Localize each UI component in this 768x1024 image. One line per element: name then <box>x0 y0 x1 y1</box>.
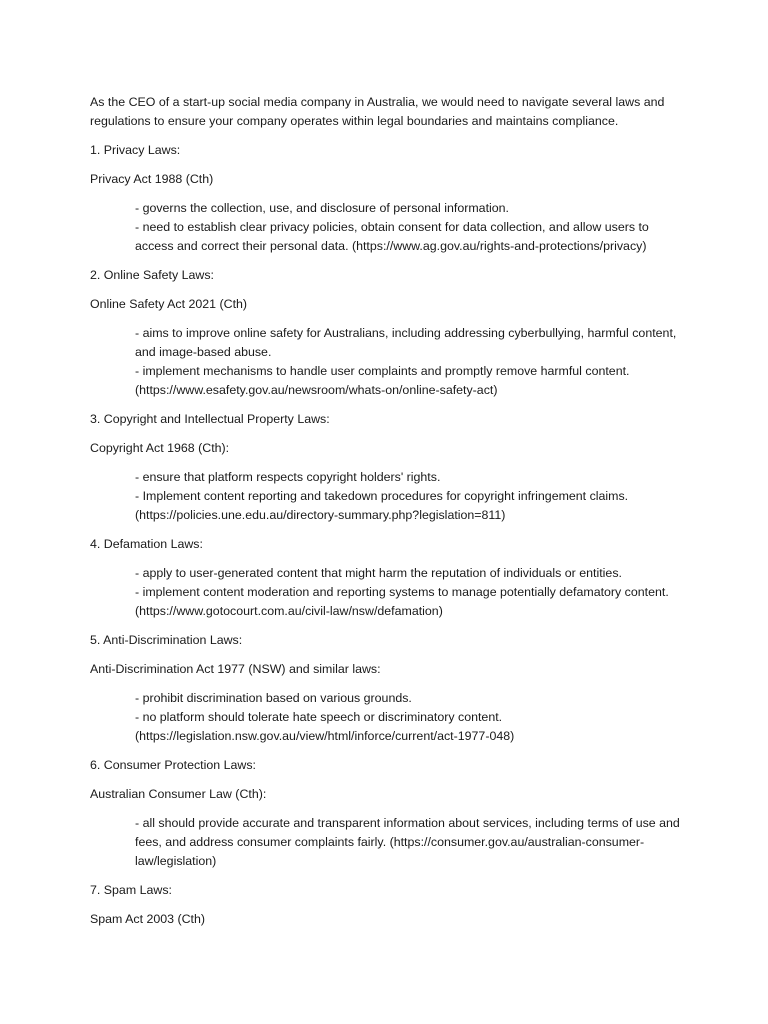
act-title: Online Safety Act 2021 (Cth) <box>90 297 248 311</box>
bullet-list <box>135 324 680 400</box>
act-title: Spam Act 2003 (Cth) <box>90 912 206 926</box>
bullet-item: - Implement content reporting and takedown procedures for copyright infringement claims. (https://policies.une.edu.au/directory-summary.php?legislation=811) <box>135 489 629 522</box>
bullet-list <box>135 689 680 746</box>
section-heading: 6. Consumer Protection Laws: <box>90 758 256 772</box>
section-heading: 2. Online Safety Laws: <box>90 268 214 282</box>
section-heading: 5. Anti-Discrimination Laws: <box>90 633 243 647</box>
bullet-item: - governs the collection, use, and disclosure of personal information. <box>135 201 509 215</box>
bullet-item: - aims to improve online safety for Australians, including addressing cyberbullying, harmful content, and image-based abuse. <box>135 326 677 359</box>
bullet-item: - need to establish clear privacy policies, obtain consent for data collection, and allow users to access and correct their personal data. (https://www.ag.gov.au/rights-and-protections/privacy) <box>135 220 649 253</box>
sections-container <box>90 141 680 929</box>
bullet-item: - prohibit discrimination based on various grounds. <box>135 691 412 705</box>
bullet-item: - apply to user-generated content that might harm the reputation of individuals or entities. <box>135 566 622 580</box>
bullet-list <box>135 814 680 871</box>
intro-paragraph: As the CEO of a start-up social media company in Australia, we would need to navigate several laws and regulations to ensure your company operates within legal boundaries and maintains compliance. <box>90 95 665 128</box>
section-heading: 7. Spam Laws: <box>90 883 172 897</box>
bullet-list <box>135 564 680 621</box>
bullet-item: - no platform should tolerate hate speech or discriminatory content. (https://legislation.nsw.gov.au/view/html/inforce/current/act-1977-048) <box>135 710 515 743</box>
bullet-item: - all should provide accurate and transparent information about services, including terms of use and fees, and address consumer complaints fairly. (https://consumer.gov.au/australian-consumer-law/legislation) <box>135 816 680 868</box>
bullet-item: - implement mechanisms to handle user complaints and promptly remove harmful content. (https://www.esafety.gov.au/newsroom/whats-on/online-safety-act) <box>135 364 630 397</box>
act-title: Copyright Act 1968 (Cth): <box>90 441 230 455</box>
act-title: Privacy Act 1988 (Cth) <box>90 172 214 186</box>
section-heading: 3. Copyright and Intellectual Property Laws: <box>90 412 330 426</box>
act-title: Anti-Discrimination Act 1977 (NSW) and similar laws: <box>90 662 381 676</box>
act-title: Australian Consumer Law (Cth): <box>90 787 267 801</box>
bullet-list <box>135 199 680 256</box>
bullet-item: - implement content moderation and reporting systems to manage potentially defamatory content. (https://www.gotocourt.com.au/civil-law/nsw/defamation) <box>135 585 669 618</box>
bullet-list <box>135 468 680 525</box>
section-heading: 4. Defamation Laws: <box>90 537 203 551</box>
bullet-item: - ensure that platform respects copyright holders' rights. <box>135 470 441 484</box>
section-heading: 1. Privacy Laws: <box>90 143 181 157</box>
document-page <box>90 93 680 939</box>
